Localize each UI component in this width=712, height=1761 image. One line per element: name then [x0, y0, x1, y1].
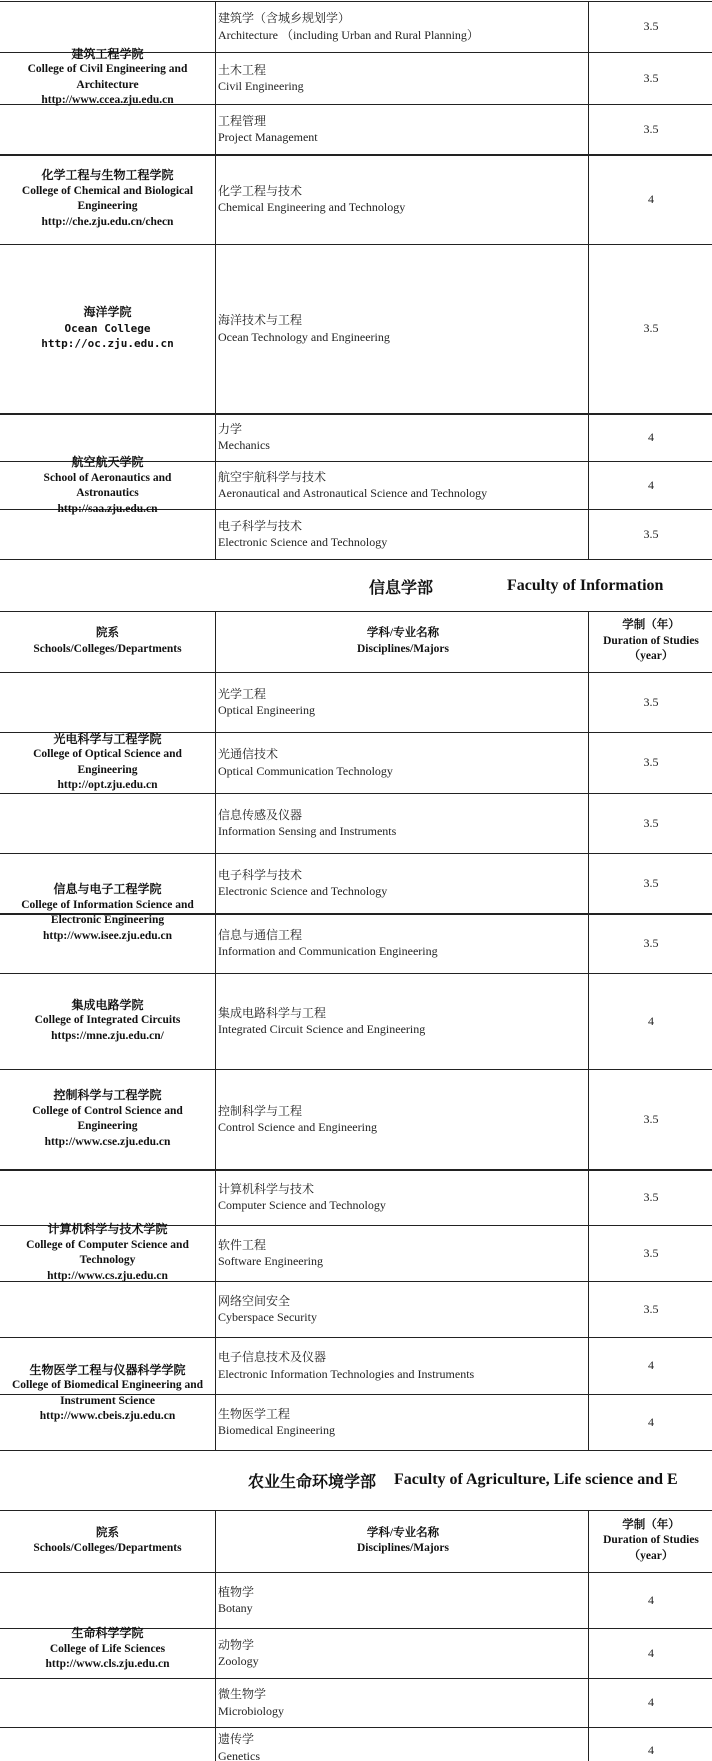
- column-header-school: [0, 1510, 215, 1572]
- school-cell: [0, 973, 215, 1069]
- school-name-en: College of Control Science and Engineering: [32, 1104, 183, 1132]
- major-name-zh: 网络空间安全: [218, 1293, 291, 1308]
- major-cell: [218, 1169, 586, 1225]
- major-name-en: Control Science and Engineering: [218, 1120, 377, 1134]
- major-name-en: Information Sensing and Instruments: [218, 824, 397, 838]
- major-cell: [218, 1337, 586, 1394]
- header-duration-en: Duration of Studies: [603, 1534, 699, 1547]
- school-name-en: Ocean College: [64, 321, 151, 335]
- major-name-zh: 遗传学: [218, 1732, 255, 1746]
- major-cell: [218, 1069, 586, 1169]
- column-header-major: [218, 1510, 588, 1572]
- school-name-en: College of Civil Engineering and Architecture: [27, 63, 188, 91]
- major-name-en: Microbiology: [218, 1703, 284, 1718]
- header-major-en: Disciplines/Majors: [357, 642, 449, 655]
- school-cell: [0, 413, 215, 559]
- column-divider: [588, 1510, 589, 1761]
- header-major-zh: 学科/专业名称: [366, 1526, 440, 1539]
- major-name-en: Botany: [218, 1601, 253, 1615]
- school-url[interactable]: http://www.cs.zju.edu.cn: [47, 1269, 168, 1282]
- school-url[interactable]: http://www.cls.zju.edu.cn: [45, 1658, 170, 1671]
- major-name-zh: 控制科学与工程: [218, 1103, 303, 1118]
- column-divider: [215, 1510, 216, 1761]
- school-url[interactable]: https://mne.zju.edu.cn/: [51, 1029, 164, 1042]
- row-divider: [0, 1450, 712, 1451]
- major-name-en: Electronic Science and Technology: [218, 884, 388, 898]
- major-name-en: Project Management: [218, 130, 318, 144]
- duration-cell: 3.5: [643, 526, 659, 541]
- major-cell: [218, 1572, 586, 1628]
- school-url[interactable]: http://www.isee.zju.edu.cn: [42, 929, 173, 942]
- school-name-en: College of Optical Science and Engineering: [33, 748, 182, 776]
- duration-cell: 4: [648, 1013, 654, 1028]
- school-name-en: College of Biomedical Engineering and Instrument Science: [11, 1379, 204, 1407]
- header-school-en: Schools/Colleges/Departments: [33, 642, 182, 655]
- major-cell: [218, 1225, 586, 1281]
- school-cell: [0, 244, 215, 413]
- school-name-en: College of Computer Science and Technology: [26, 1238, 189, 1266]
- faculty-name-zh: 农业生命环境学部: [248, 1473, 377, 1491]
- major-name-en: Civil Engineering: [218, 79, 304, 93]
- header-duration-unit: （year）: [628, 650, 674, 663]
- duration-cell: 3.5: [643, 70, 659, 85]
- faculty-name-zh: 信息学部: [369, 579, 434, 597]
- major-name-en: Biomedical Engineering: [218, 1423, 335, 1437]
- school-name-zh: 光电科学与工程学院: [53, 731, 162, 746]
- header-duration-unit: （year）: [628, 1549, 674, 1562]
- major-cell: [218, 853, 586, 913]
- school-url[interactable]: http://www.ccea.zju.edu.cn: [41, 94, 174, 106]
- duration-cell: 3.5: [643, 875, 659, 890]
- duration-cell: 3.5: [643, 694, 659, 709]
- duration-cell: 4: [648, 429, 654, 444]
- school-name-zh: 控制科学与工程学院: [53, 1088, 162, 1102]
- duration-cell: 3.5: [643, 121, 659, 136]
- school-name-zh: 信息与电子工程学院: [53, 882, 162, 896]
- major-name-zh: 工程管理: [218, 113, 267, 128]
- major-cell: [218, 793, 586, 853]
- school-cell: [0, 1337, 215, 1450]
- school-name-zh: 航空航天学院: [71, 455, 144, 469]
- school-name-zh: 生物医学工程与仪器科学学院: [29, 1362, 186, 1377]
- major-name-zh: 建筑学（含城乡规划学）: [218, 11, 351, 25]
- header-duration-en: Duration of Studies: [603, 634, 699, 647]
- major-name-en: Genetics: [218, 1748, 260, 1761]
- header-school-zh: 院系: [96, 1526, 119, 1539]
- major-name-en: Aeronautical and Astronautical Science and Technology: [218, 486, 488, 500]
- duration-cell: 3.5: [643, 815, 659, 830]
- duration-cell: 4: [648, 1645, 654, 1660]
- major-cell: [218, 413, 586, 461]
- duration-cell: 4: [648, 477, 654, 492]
- major-name-en: Ocean Technology and Engineering: [218, 329, 390, 344]
- major-cell: [218, 672, 586, 732]
- major-cell: [218, 509, 586, 559]
- major-name-zh: 信息传感及仪器: [218, 807, 303, 822]
- major-name-zh: 电子科学与技术: [218, 518, 303, 533]
- school-url[interactable]: http://www.cse.zju.edu.cn: [44, 1135, 171, 1148]
- column-header-duration: [590, 611, 712, 672]
- major-name-en: Information and Communication Engineering: [218, 944, 438, 958]
- major-name-zh: 力学: [218, 421, 243, 436]
- column-header-school: [0, 611, 215, 672]
- header-major-zh: 学科/专业名称: [366, 627, 440, 639]
- major-name-zh: 信息与通信工程: [218, 927, 303, 942]
- duration-cell: 3.5: [643, 935, 659, 950]
- school-name-zh: 生命科学学院: [71, 1626, 144, 1641]
- header-duration-zh: 学制（年）: [622, 619, 680, 632]
- major-name-zh: 软件工程: [218, 1237, 267, 1252]
- major-cell: [218, 732, 586, 793]
- header-school-zh: 院系: [96, 627, 119, 639]
- duration-cell: 3.5: [643, 19, 659, 33]
- duration-cell: 4: [648, 1358, 654, 1372]
- major-cell: [218, 1678, 586, 1727]
- school-name-zh: 海洋学院: [83, 305, 132, 320]
- school-name-zh: 建筑工程学院: [71, 46, 144, 61]
- major-name-zh: 集成电路科学与工程: [218, 1005, 327, 1020]
- school-cell: [0, 154, 215, 244]
- major-name-en: Electronic Science and Technology: [218, 535, 388, 549]
- school-url[interactable]: http://saa.zju.edu.cn: [57, 502, 158, 515]
- duration-cell: 3.5: [643, 1189, 659, 1204]
- header-school-en: Schools/Colleges/Departments: [33, 1542, 182, 1554]
- major-name-en: Zoology: [218, 1654, 259, 1668]
- school-url[interactable]: http://opt.zju.edu.cn: [57, 779, 158, 791]
- major-cell: [218, 461, 586, 509]
- duration-cell: 4: [648, 191, 654, 206]
- major-name-zh: 土木工程: [218, 62, 267, 77]
- column-divider: [215, 611, 216, 1451]
- major-name-en: Chemical Engineering and Technology: [218, 200, 406, 214]
- major-name-en: Optical Communication Technology: [218, 763, 393, 778]
- major-name-zh: 动物学: [218, 1637, 255, 1652]
- header-major-en: Disciplines/Majors: [357, 1542, 449, 1554]
- school-name-en: School of Aeronautics and Astronautics: [43, 471, 172, 499]
- column-divider: [215, 1, 216, 560]
- school-url[interactable]: http://che.zju.edu.cn/checn: [41, 215, 174, 228]
- row-divider: [0, 559, 712, 560]
- major-cell: [218, 973, 586, 1069]
- faculty-name-en: Faculty of Agriculture, Life science and E: [394, 1471, 678, 1488]
- major-cell: [218, 52, 586, 104]
- school-name-en: College of Life Sciences: [49, 1642, 166, 1655]
- major-name-en: Optical Engineering: [218, 703, 315, 717]
- major-name-en: Mechanics: [218, 438, 270, 452]
- duration-cell: 3.5: [643, 321, 659, 335]
- major-name-en: Electronic Information Technologies and Instruments: [218, 1366, 475, 1381]
- duration-cell: 3.5: [643, 1301, 659, 1316]
- major-name-zh: 电子科学与技术: [218, 867, 303, 882]
- major-cell: [218, 1281, 586, 1337]
- duration-cell: 4: [648, 1592, 654, 1607]
- major-name-zh: 化学工程与技术: [218, 183, 303, 198]
- major-cell: [218, 154, 586, 244]
- column-divider: [588, 611, 589, 1451]
- faculty-heading: [0, 1460, 712, 1500]
- duration-cell: 4: [648, 1414, 654, 1429]
- major-name-zh: 光学工程: [218, 686, 267, 701]
- major-name-zh: 航空宇航科学与技术: [218, 469, 327, 484]
- major-name-zh: 植物学: [218, 1584, 255, 1599]
- column-header-duration: [590, 1510, 712, 1572]
- school-cell: [0, 672, 215, 853]
- major-cell: [218, 1628, 586, 1678]
- major-cell: [218, 913, 586, 973]
- major-name-en: Computer Science and Technology: [218, 1198, 386, 1212]
- major-name-zh: 计算机科学与技术: [218, 1181, 315, 1196]
- major-name-en: Architecture （including Urban and Rural Planning）: [218, 27, 479, 42]
- major-cell: [218, 1, 586, 52]
- school-name-en: College of Information Science and Electronic Engineering: [21, 898, 194, 926]
- major-name-en: Cyberspace Security: [218, 1310, 317, 1324]
- duration-cell: 4: [648, 1742, 654, 1757]
- major-name-zh: 微生物学: [218, 1687, 267, 1701]
- column-header-major: [218, 611, 588, 672]
- school-name-en: College of Integrated Circuits: [34, 1014, 181, 1027]
- major-cell: [218, 104, 586, 154]
- major-name-en: Integrated Circuit Science and Engineering: [218, 1022, 426, 1036]
- school-cell: [0, 1, 215, 154]
- school-name-zh: 化学工程与生物工程学院: [41, 168, 174, 182]
- school-cell: [0, 853, 215, 973]
- duration-cell: 3.5: [643, 1111, 659, 1126]
- column-divider: [588, 1, 589, 560]
- school-cell: [0, 1069, 215, 1169]
- school-name-zh: 集成电路学院: [71, 997, 144, 1012]
- major-name-zh: 光通信技术: [218, 747, 279, 761]
- major-cell: [218, 1731, 586, 1761]
- duration-cell: 3.5: [643, 755, 659, 769]
- major-name-zh: 海洋技术与工程: [218, 313, 303, 327]
- duration-cell: 4: [648, 1695, 654, 1709]
- major-cell: [218, 244, 586, 413]
- school-cell: [0, 1572, 215, 1727]
- major-cell: [218, 1394, 586, 1450]
- duration-cell: 3.5: [643, 1245, 659, 1260]
- school-url[interactable]: http://oc.zju.edu.cn: [41, 337, 174, 351]
- major-name-zh: 电子信息技术及仪器: [218, 1350, 327, 1364]
- major-name-en: Software Engineering: [218, 1254, 323, 1268]
- school-name-en: College of Chemical and Biological Engineering: [21, 184, 194, 212]
- faculty-heading: [0, 566, 712, 606]
- major-name-zh: 生物医学工程: [218, 1406, 291, 1421]
- school-cell: [0, 1169, 215, 1337]
- school-name-zh: 计算机科学与技术学院: [47, 1222, 168, 1236]
- header-duration-zh: 学制（年）: [622, 1518, 680, 1531]
- school-url[interactable]: http://www.cbeis.zju.edu.cn: [39, 1410, 176, 1422]
- faculty-name-en: Faculty of Information: [507, 577, 664, 594]
